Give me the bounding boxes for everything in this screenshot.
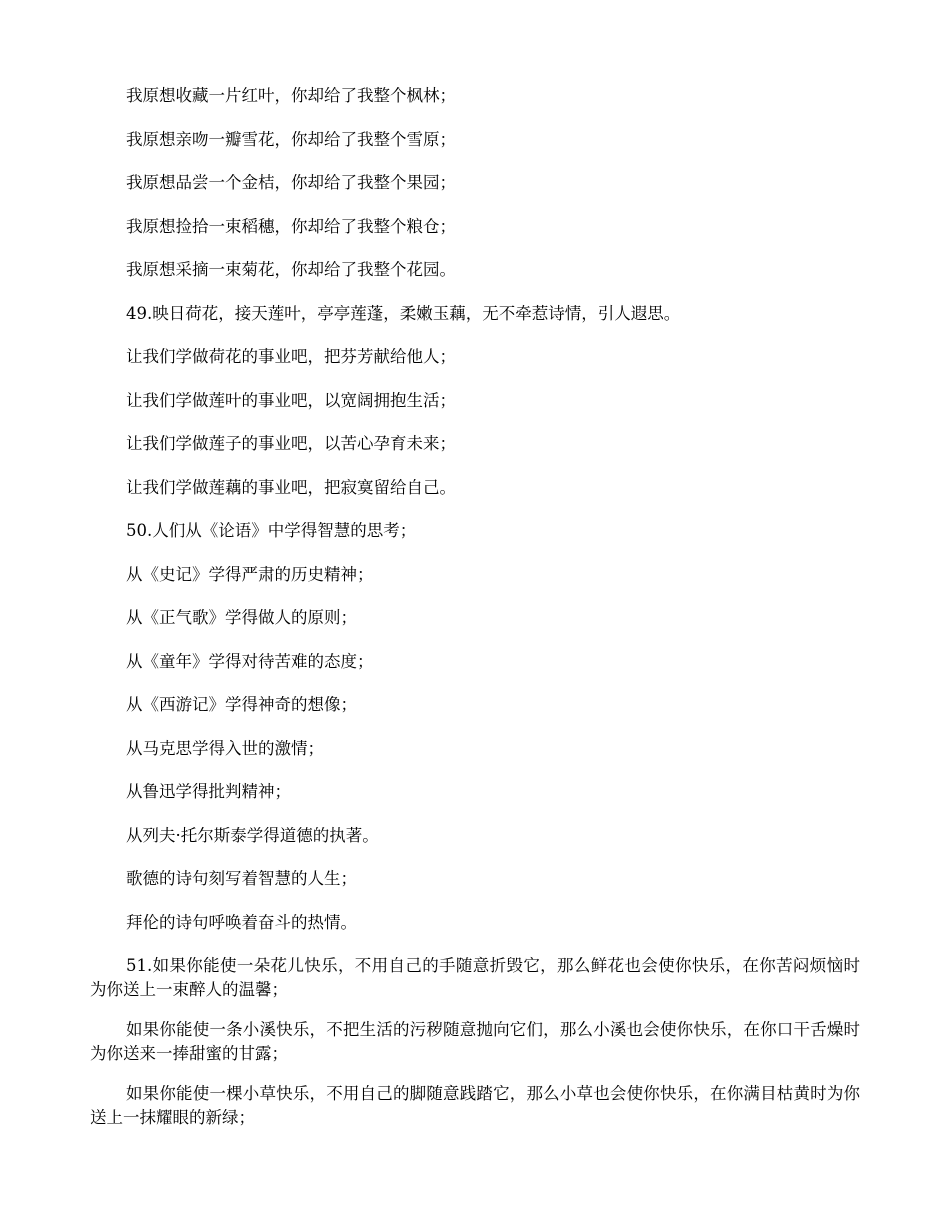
paragraph: 让我们学做莲叶的事业吧，以宽阔拥抱生活； bbox=[126, 390, 456, 410]
paragraph: 歌德的诗句刻写着智慧的人生； bbox=[126, 869, 357, 888]
paragraph: 50.人们从《论语》中学得智慧的思考； bbox=[126, 521, 417, 540]
document-body bbox=[90, 84, 860, 1146]
paragraph: 拜伦的诗句呼唤着奋斗的热情。 bbox=[126, 912, 357, 932]
paragraph: 从《史记》学得严肃的历史精神； bbox=[126, 564, 374, 584]
paragraph: 如果你能使一棵小草快乐，不用自己的脚随意践踏它，那么小草也会使你快乐，在你满目枯黄时为你送上一抹耀眼的新绿； bbox=[90, 1084, 860, 1127]
paragraph: 51.如果你能使一朵花儿快乐，不用自己的手随意折毁它，那么鲜花也会使你快乐，在你苦闷烦恼时为你送上一束醉人的温馨； bbox=[90, 956, 860, 999]
paragraph: 让我们学做荷花的事业吧，把芬芳献给他人； bbox=[126, 347, 456, 366]
paragraph: 我原想品尝一个金桔，你却给了我整个果园； bbox=[126, 173, 456, 192]
paragraph: 49.映日荷花，接天莲叶，亭亭莲蓬，柔嫩玉藕，无不牵惹诗情，引人遐思。 bbox=[126, 303, 681, 323]
paragraph: 从列夫·托尔斯泰学得道德的执著。 bbox=[126, 825, 379, 845]
paragraph: 从鲁迅学得批判精神； bbox=[126, 782, 291, 801]
paragraph: 我原想收藏一片红叶，你却给了我整个枫林； bbox=[126, 86, 456, 105]
paragraph: 如果你能使一条小溪快乐，不把生活的污秽随意抛向它们，那么小溪也会使你快乐，在你口干舌燥时为你送来一捧甜蜜的甘露； bbox=[90, 1020, 860, 1063]
paragraph: 从《西游记》学得神奇的想像； bbox=[126, 695, 357, 714]
paragraph: 从《正气歌》学得做人的原则； bbox=[126, 608, 357, 627]
paragraph: 让我们学做莲藕的事业吧，把寂寞留给自己。 bbox=[126, 477, 456, 497]
paragraph: 我原想采摘一束菊花，你却给了我整个花园。 bbox=[126, 260, 456, 279]
paragraph: 从马克思学得入世的激情； bbox=[126, 738, 324, 758]
paragraph: 从《童年》学得对待苦难的态度； bbox=[126, 651, 374, 671]
paragraph: 让我们学做莲子的事业吧，以苦心孕育未来； bbox=[126, 434, 456, 453]
paragraph: 我原想亲吻一瓣雪花，你却给了我整个雪原； bbox=[126, 129, 456, 149]
paragraph: 我原想捡拾一束稻穗，你却给了我整个粮仓； bbox=[126, 216, 456, 236]
